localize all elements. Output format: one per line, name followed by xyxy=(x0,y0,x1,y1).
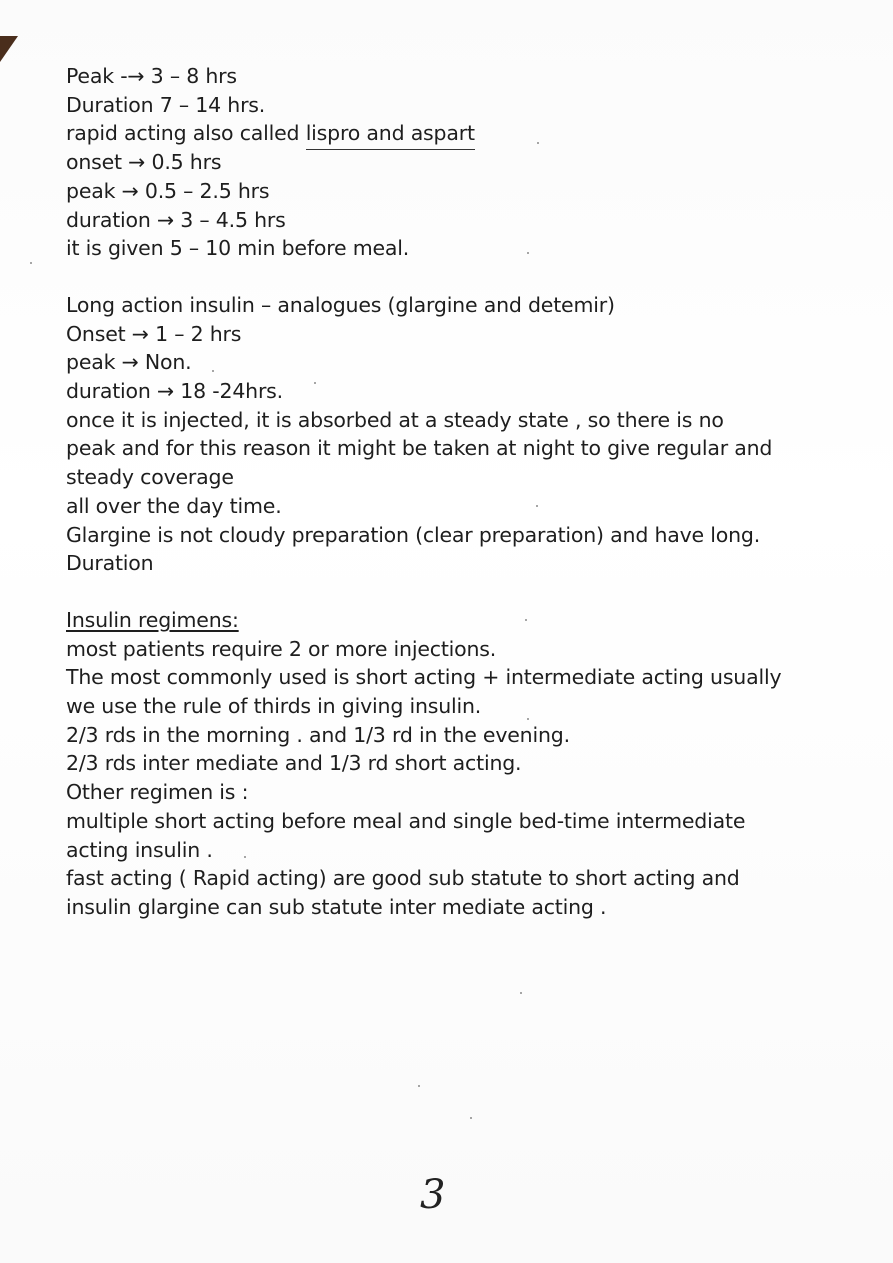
scan-speck xyxy=(314,382,316,384)
text-line: peak and for this reason it might be taken at night to give regular and xyxy=(66,436,773,461)
scan-speck xyxy=(520,992,522,994)
scan-speck xyxy=(212,370,214,372)
text-line: most patients require 2 or more injections. xyxy=(66,636,497,661)
scan-speck xyxy=(525,619,527,621)
text-line: Long action insulin – analogues (glargine and detemir) xyxy=(66,292,615,317)
corner-tab-mark xyxy=(0,36,18,62)
text-line: Onset → 1 – 2 hrs xyxy=(66,321,242,346)
text-line: fast acting ( Rapid acting) are good sub statute to short acting and xyxy=(66,866,740,891)
text-line: insulin glargine can sub statute inter mediate acting . xyxy=(66,894,607,919)
text-line: it is given 5 – 10 min before meal. xyxy=(66,236,410,261)
text-line: Other regimen is : xyxy=(66,780,249,805)
text-line: peak → Non. xyxy=(66,350,192,375)
text-line: we use the rule of thirds in giving insulin. xyxy=(66,694,482,719)
text-line: duration → 18 -24hrs. xyxy=(66,379,283,404)
paragraph-gap xyxy=(66,263,796,291)
scan-speck xyxy=(470,1117,472,1119)
section-heading-line xyxy=(66,606,796,635)
text-line: Glargine is not cloudy preparation (clear preparation) and have long. xyxy=(66,522,761,547)
scan-speck xyxy=(527,718,529,720)
notes-body xyxy=(66,62,796,922)
text-line: steady coverage xyxy=(66,465,234,490)
text-line: acting insulin . xyxy=(66,837,213,862)
text-line xyxy=(66,119,796,148)
scan-speck xyxy=(244,856,246,858)
paragraph-gap xyxy=(66,578,796,606)
text-line: Duration 7 – 14 hrs. xyxy=(66,92,266,117)
text-line: peak → 0.5 – 2.5 hrs xyxy=(66,178,270,203)
text-line: Duration xyxy=(66,551,154,576)
scan-speck xyxy=(536,505,538,507)
scan-speck xyxy=(30,262,32,264)
text-line: 2/3 rds inter mediate and 1/3 rd short acting. xyxy=(66,751,522,776)
text-line: The most commonly used is short acting + intermediate acting usually xyxy=(66,665,782,690)
text-line: once it is injected, it is absorbed at a steady state , so there is no xyxy=(66,407,724,432)
scan-speck xyxy=(527,252,529,254)
text-line: duration → 3 – 4.5 hrs xyxy=(66,207,286,232)
text-line: Peak -→ 3 – 8 hrs xyxy=(66,64,237,88)
text-line: all over the day time. xyxy=(66,493,282,518)
text-line: multiple short acting before meal and single bed-time intermediate xyxy=(66,808,746,833)
scan-speck xyxy=(537,142,539,144)
scan-speck xyxy=(418,1085,420,1087)
page-number: 3 xyxy=(420,1172,446,1218)
section-heading: Insulin regimens: xyxy=(66,607,239,632)
text-line: 2/3 rds in the morning . and 1/3 rd in the evening. xyxy=(66,722,570,747)
text-line: onset → 0.5 hrs xyxy=(66,150,222,175)
text-fragment: rapid acting also called xyxy=(66,121,306,146)
underlined-phrase: lispro and aspart xyxy=(306,119,475,148)
